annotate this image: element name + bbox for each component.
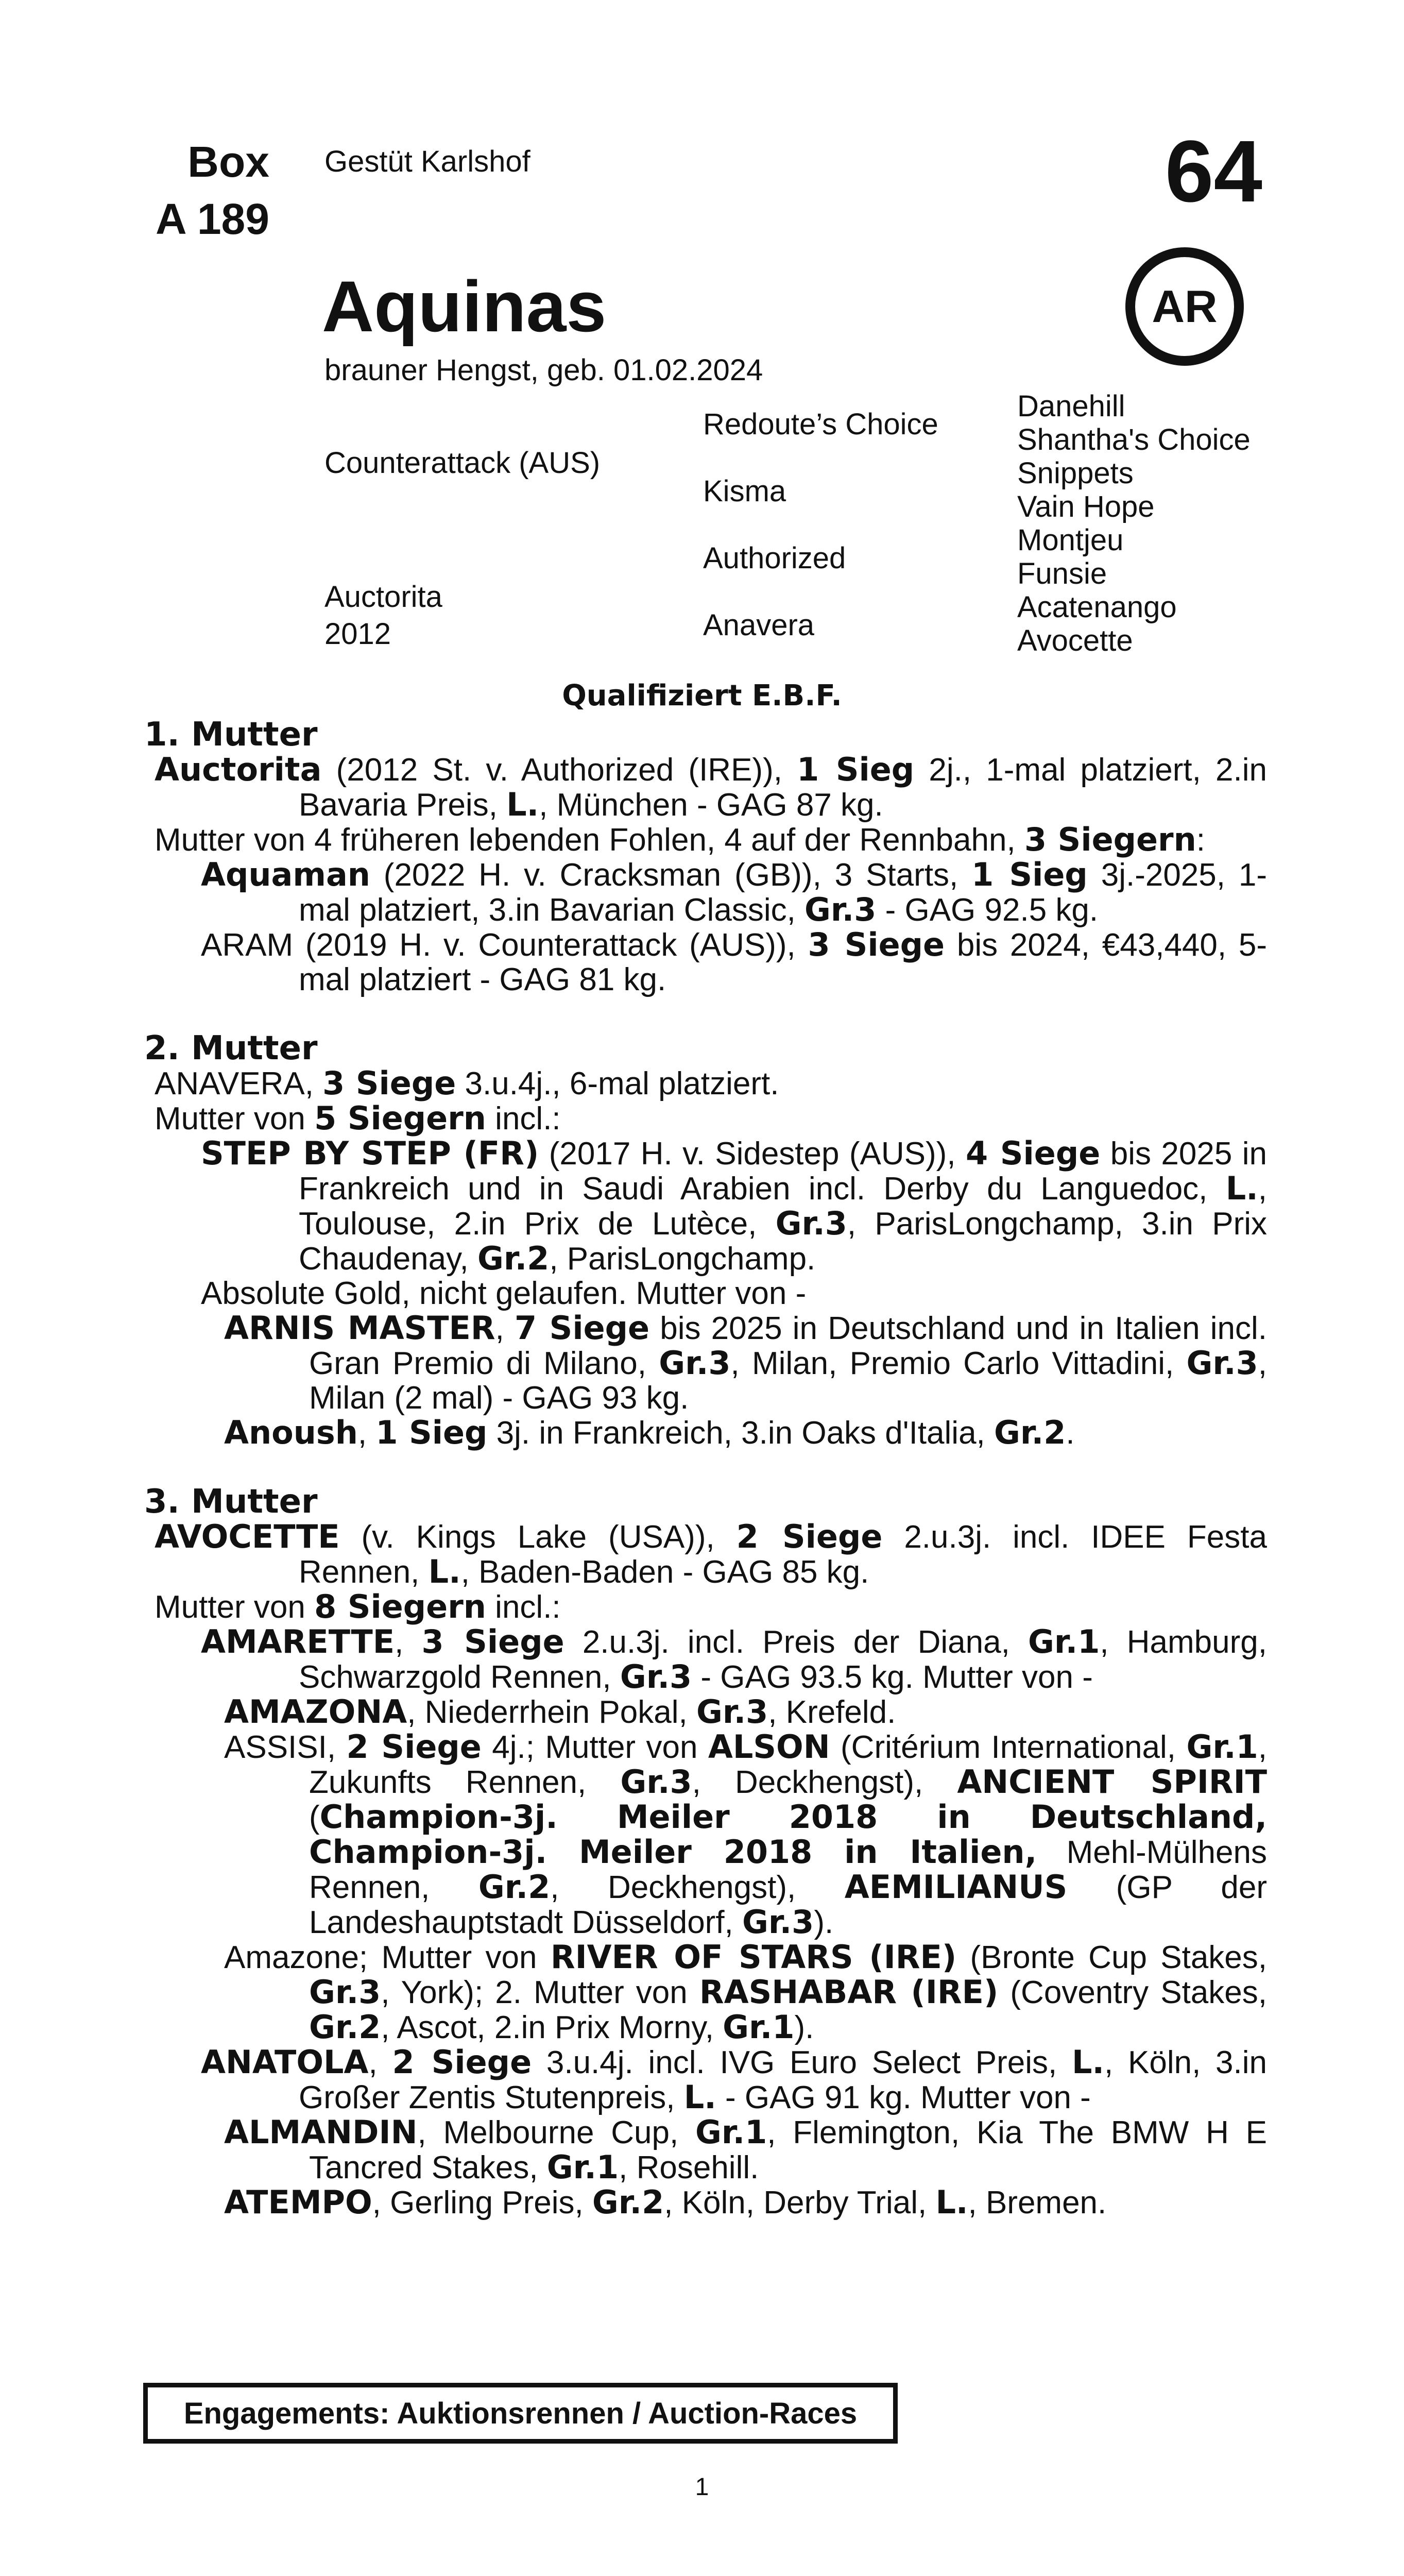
text: : [1196,822,1205,858]
dam1-produce-summary [155,822,1267,857]
dam2-heading: 2. Mutter [144,1029,318,1067]
race-grade: Gr.3 [620,1763,692,1801]
race-grade: Gr.1 [1186,1728,1258,1766]
race-grade: L. [1225,1170,1258,1207]
text: , Rosehill. [619,2150,759,2185]
text: (2022 H. v. Cracksman (GB)), 3 Starts, [370,857,972,893]
text: , Milan (2 mal) - GAG 93 kg. [309,1346,1267,1416]
race-grade: Gr.2 [477,1240,550,1277]
pedigree-great-grandparent: Snippets [1017,456,1134,490]
text: 3j. in Frankreich, 3.in Oaks d'Italia, [487,1415,995,1451]
offspring-name: ATEMPO [224,2183,372,2221]
pedigree-dam: Auctorita [324,580,442,614]
text: Mehl-Mülhens Rennen, [309,1835,1267,1905]
dam3-summary [155,1519,1267,1589]
text: , Flemington, Kia The BMW H E Tancred Stakes, [309,2115,1267,2185]
text: , [368,2045,392,2080]
offspring-name: ANATOLA [201,2043,369,2081]
text: , Zukunfts Rennen, [309,1730,1267,1800]
text: 2.u.3j. incl. IDEE Festa Rennen, [299,1519,1267,1590]
text: bis 2025 in Deutschland und in Italien incl. Gran Premio di Milano, [309,1311,1267,1381]
engagements-box [143,2383,898,2444]
text: , [395,1624,422,1660]
pedigree-grandparent: Redoute’s Choice [703,408,938,441]
offspring-name: Aquaman [201,856,370,893]
win-count: 7 Siege [515,1309,650,1347]
race-grade: Gr.3 [659,1344,731,1382]
page-number: 1 [695,2473,709,2501]
race-grade: L. [428,1553,461,1590]
winner-count: 5 Siegern [314,1099,486,1137]
race-grade: Gr.3 [742,1903,814,1941]
dam1-heading: 1. Mutter [144,716,318,754]
text: ASSISI, [224,1730,347,1765]
text: ANAVERA, [155,1066,323,1101]
win-count: 1 Sieg [797,751,915,788]
offspring-name: Anoush [224,1414,358,1451]
text: , Deckhengst), [692,1765,957,1800]
race-grade: L. [1071,2043,1105,2081]
win-count: 4 Siege [965,1134,1101,1172]
pedigree-great-grandparent: Funsie [1017,557,1107,590]
text: - GAG 92.5 kg. [876,892,1099,928]
dam2-offspring-entry [155,1136,1267,1276]
text: Mutter von [155,1589,315,1625]
family-text [144,716,1268,2221]
text: . [1066,1415,1075,1451]
pedigree-dam-year: 2012 [324,617,391,651]
text: ( [309,1800,320,1835]
race-grade: Gr.3 [696,1693,768,1731]
text: , Toulouse, 2.in Prix de Lutèce, [299,1171,1267,1242]
dam3-grandoffspring-entry [155,1730,1267,1940]
text: , München - GAG 87 kg. [539,787,883,823]
text: (Bronte Cup Stakes, [956,1940,1268,1975]
offspring-name: ANCIENT SPIRIT [957,1763,1267,1801]
dam1-offspring-entry [155,857,1267,927]
text: , [495,1311,515,1346]
text: , ParisLongchamp. [549,1241,816,1277]
offspring-name: RIVER OF STARS (IRE) [550,1938,957,1976]
text: , Baden-Baden - GAG 85 kg. [460,1554,869,1590]
offspring-name: AMARETTE [201,1623,395,1660]
race-grade: Gr.1 [546,2148,619,2186]
text: , Bremen. [968,2185,1107,2221]
dam3-name: AVOCETTE [155,1518,340,1555]
text: (GP der Landeshauptstadt Düsseldorf, [309,1870,1267,1940]
qualification: Qualifiziert E.B.F. [562,679,842,713]
win-count: 3 Siege [421,1623,564,1660]
win-count: 2 Siege [346,1728,482,1766]
win-count: 3 Siege [322,1064,456,1102]
race-grade: Gr.3 [804,891,877,928]
text: ). [794,2010,814,2045]
race-grade: Gr.2 [994,1414,1066,1451]
dam1-offspring-entry [155,927,1267,997]
text: , Melbourne Cup, [417,2115,695,2150]
text: , Hamburg, Schwarzgold Rennen, [299,1624,1267,1695]
lot-number: 64 [1165,123,1262,221]
text: , Niederrhein Pokal, [407,1694,696,1730]
text: 2j., 1-mal platziert, 2.in Bavaria Preis, [299,752,1268,823]
offspring-name: RASHABAR (IRE) [699,1973,999,2011]
race-grade: L. [935,2183,968,2221]
offspring-name: ALSON [708,1728,830,1766]
text: , York); 2. Mutter von [381,1975,699,2010]
offspring-name: ARNIS MASTER [224,1309,495,1347]
text: Amazone; Mutter von [224,1940,551,1975]
text: , ParisLongchamp, 3.in Prix Chaudenay, [299,1206,1267,1277]
text: bis 2024, €43,440, 5-mal platziert - GAG 81 kg. [299,927,1267,997]
text: ARAM (2019 H. v. Counterattack (AUS)), [201,927,808,963]
pedigree-great-grandparent: Avocette [1017,624,1133,657]
text: 3j.-2025, 1-mal platziert, 3.in Bavarian Classic, [299,857,1268,928]
race-grade: Gr.3 [1186,1344,1258,1382]
ar-badge-label: AR [1152,281,1218,332]
win-count: 2 Siege [736,1518,883,1555]
pedigree-grandparent: Kisma [703,474,786,508]
offspring-name: ALMANDIN [224,2113,418,2151]
dam2-offspring-entry [155,1276,1267,1311]
text: , Deckhengst), [550,1870,845,1905]
offspring-name: AEMILIANUS [844,1868,1068,1906]
race-grade: Gr.1 [695,2113,767,2151]
text: , Gerling Preis, [372,2185,592,2221]
dam3-grandoffspring-entry [155,2185,1267,2220]
dam1-name: Auctorita [155,751,322,788]
text: - GAG 93.5 kg. Mutter von - [692,1659,1093,1695]
offspring-name: AMAZONA [224,1693,407,1731]
race-grade: Gr.3 [620,1658,692,1696]
race-grade: Gr.2 [478,1868,551,1906]
dam2-grandoffspring-entry [155,1311,1267,1415]
text: 3.u.4j., 6-mal platziert. [456,1066,779,1101]
text: (v. Kings Lake (USA)), [339,1519,737,1555]
text: ). [814,1905,834,1940]
dam3-grandoffspring-entry [155,1694,1267,1730]
winner-count: 3 Siegern [1024,821,1196,858]
winner-count: 8 Siegern [314,1588,486,1625]
pedigree-great-grandparent: Acatenango [1017,590,1177,624]
pedigree-grandparent: Authorized [703,541,846,575]
text: Mutter von 4 früheren lebenden Fohlen, 4 auf der Rennbahn, [155,822,1024,858]
dam3-produce-summary [155,1589,1267,1624]
race-grade: Gr.1 [723,2008,795,2046]
pedigree-great-grandparent: Danehill [1017,389,1125,423]
text: , Köln, Derby Trial, [664,2185,936,2221]
text: 4j.; Mutter von [481,1730,708,1765]
engagements-label: Engagements: Auktionsrennen / Auction-Races [183,2396,858,2430]
text: incl.: [486,1589,561,1625]
race-grade: Gr.1 [1028,1623,1100,1660]
dam3-heading: 3. Mutter [144,1483,318,1521]
text: - GAG 91 kg. Mutter von - [716,2080,1091,2115]
win-count: 2 Siege [392,2043,532,2081]
text: , [357,1415,376,1451]
dam3-offspring-entry [155,1624,1267,1694]
race-grade: Gr.2 [592,2183,664,2221]
champion-title: Champion-3j. Meiler 2018 in Deutschland, Champion-3j. Meiler 2018 in Italien, [309,1798,1267,1871]
dam3-grandoffspring-entry [155,2115,1267,2185]
win-count: 1 Sieg [971,856,1088,893]
race-grade: L. [683,2078,716,2116]
text: bis 2025 in Frankreich und in Saudi Arabien incl. Derby du Languedoc, [299,1136,1267,1207]
text: , Krefeld. [768,1694,896,1730]
text: (2017 H. v. Sidestep (AUS)), [539,1136,966,1172]
race-grade: L. [506,786,539,823]
win-count: 1 Sieg [375,1414,488,1451]
dam1-summary [155,752,1267,822]
dam3-grandoffspring-entry [155,1940,1267,2045]
text: , Milan, Premio Carlo Vittadini, [730,1346,1187,1381]
ar-badge [1125,247,1244,366]
text: 3.u.4j. incl. IVG Euro Select Preis, [532,2045,1072,2080]
dam2-summary [155,1066,1267,1101]
dam2-grandoffspring-entry [155,1415,1267,1450]
box-number: A 189 [155,195,269,243]
text: , Köln, 3.in Großer Zentis Stutenpreis, [299,2045,1267,2115]
win-count: 3 Siege [808,926,945,963]
text: , Ascot, 2.in Prix Morny, [381,2010,723,2045]
text: (2012 St. v. Authorized (IRE)), [321,752,797,788]
horse-description: brauner Hengst, geb. 01.02.2024 [324,353,763,387]
pedigree-grandparent: Anavera [703,608,815,642]
horse-name: Aquinas [322,266,607,347]
text: 2.u.3j. incl. Preis der Diana, [564,1624,1029,1660]
race-grade: Gr.2 [309,2008,381,2046]
text: incl.: [486,1101,561,1137]
race-grade: Gr.3 [309,1973,381,2011]
text: (Critérium International, [830,1730,1187,1765]
pedigree-sire: Counterattack (AUS) [324,446,601,480]
text: Absolute Gold, nicht gelaufen. Mutter von - [201,1276,807,1311]
consignor: Gestüt Karlshof [324,145,530,178]
dam2-produce-summary [155,1101,1267,1136]
race-grade: Gr.3 [775,1205,847,1242]
box-label: Box [187,138,269,186]
pedigree-great-grandparent: Shantha's Choice [1017,423,1251,456]
text: Mutter von [155,1101,315,1137]
offspring-name: STEP BY STEP (FR) [201,1134,539,1172]
dam3-offspring-entry [155,2045,1267,2115]
text: (Coventry Stakes, [998,1975,1267,2010]
pedigree-great-grandparent: Vain Hope [1017,490,1155,523]
pedigree-great-grandparent: Montjeu [1017,523,1124,557]
